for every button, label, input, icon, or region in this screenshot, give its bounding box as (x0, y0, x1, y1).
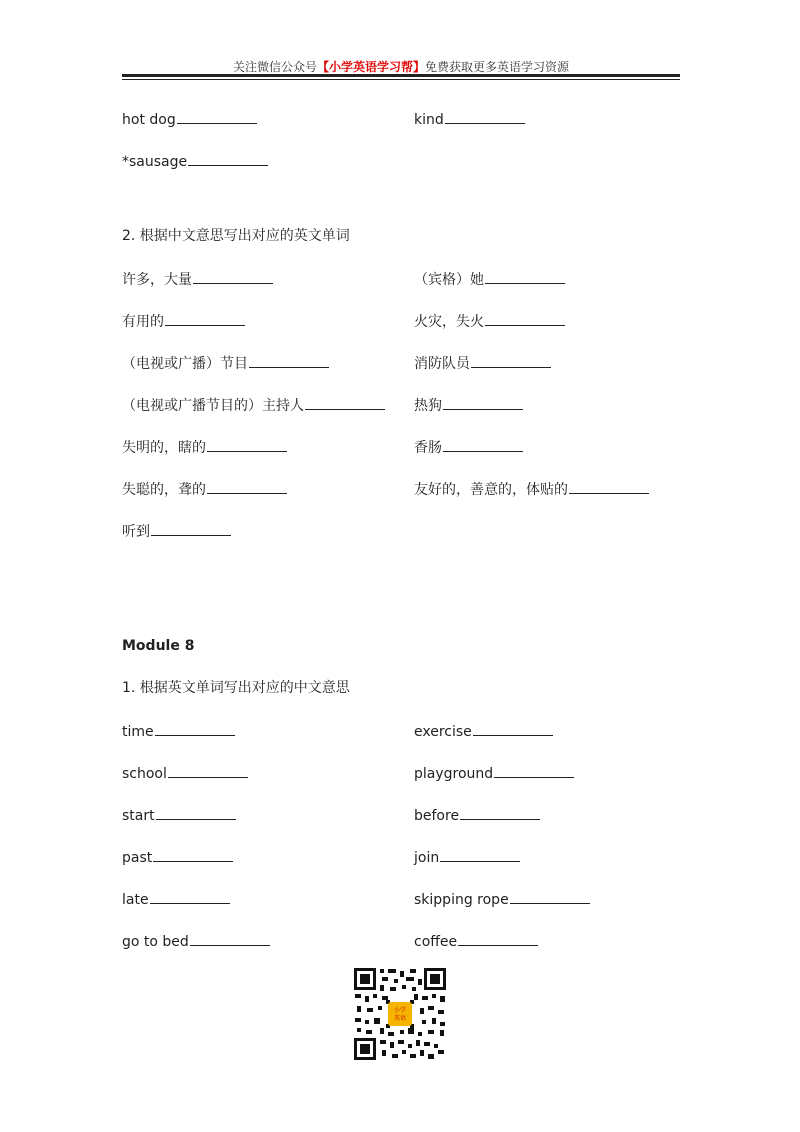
vocab-item (414, 931, 538, 951)
vocab-item (414, 847, 520, 867)
vocab-word: kind (414, 112, 444, 128)
vocab-item (122, 353, 329, 373)
vocab-item (414, 353, 551, 373)
vocab-item (122, 109, 257, 129)
vocab-item (122, 763, 248, 783)
answer-blank[interactable] (485, 311, 565, 326)
answer-blank[interactable] (153, 847, 233, 862)
vocab-word: start (122, 808, 155, 824)
answer-blank[interactable] (207, 479, 287, 494)
vocab-word: time (122, 724, 154, 740)
vocab-word: （电视或广播节目的）主持人 (122, 398, 304, 414)
qr-logo-line1: 小学 (393, 1007, 407, 1014)
answer-blank[interactable] (443, 437, 523, 452)
vocab-item (122, 437, 287, 457)
vocab-item (122, 847, 233, 867)
vocab-word: 失聪的，聋的 (122, 482, 206, 498)
answer-blank[interactable] (193, 269, 273, 284)
vocab-word: 有用的 (122, 314, 164, 330)
qr-logo-line2: 英语 (393, 1015, 407, 1022)
vocab-word: past (122, 850, 153, 866)
vocab-word: playground (414, 766, 494, 782)
answer-blank[interactable] (249, 353, 329, 368)
vocab-word: late (122, 892, 149, 908)
module-title: Module 8 (122, 638, 195, 654)
vocab-item (414, 763, 574, 783)
answer-blank[interactable] (473, 721, 553, 736)
vocab-item (414, 805, 540, 825)
vocab-word: before (414, 808, 460, 824)
header-suffix: 免费获取更多英语学习资源 (425, 60, 570, 74)
vocab-item (122, 805, 236, 825)
vocab-item (122, 889, 230, 909)
answer-blank[interactable] (188, 151, 268, 166)
vocab-item (414, 311, 565, 331)
vocab-item (414, 269, 565, 289)
vocab-word: 热狗 (414, 398, 442, 414)
vocab-word: 友好的，善意的，体贴的 (414, 482, 568, 498)
answer-blank[interactable] (190, 931, 270, 946)
vocab-item (414, 437, 523, 457)
answer-blank[interactable] (177, 109, 257, 124)
header-prefix: 关注微信公众号 (232, 60, 317, 74)
vocab-item (414, 479, 649, 499)
vocab-item (414, 889, 590, 909)
vocab-item (414, 395, 523, 415)
vocab-item (122, 931, 270, 951)
vocab-word: （电视或广播）节目 (122, 356, 248, 372)
answer-blank[interactable] (569, 479, 649, 494)
qr-code-icon (352, 966, 448, 1062)
answer-blank[interactable] (471, 353, 551, 368)
answer-blank[interactable] (165, 311, 245, 326)
vocab-word: exercise (414, 724, 472, 740)
vocab-word: hot dog (122, 112, 176, 128)
header-brand: 【小学英语学习帮】 (316, 60, 425, 74)
answer-blank[interactable] (305, 395, 385, 410)
vocab-item (122, 269, 273, 289)
vocab-item (414, 109, 525, 129)
answer-blank[interactable] (460, 805, 540, 820)
answer-blank[interactable] (150, 889, 230, 904)
answer-blank[interactable] (155, 721, 235, 736)
vocab-word: （宾格）她 (414, 272, 484, 288)
answer-blank[interactable] (494, 763, 574, 778)
vocab-word: join (414, 850, 440, 866)
answer-blank[interactable] (440, 847, 520, 862)
vocab-word: 香肠 (414, 440, 442, 456)
vocab-item (122, 395, 385, 415)
vocab-item (122, 151, 268, 171)
vocab-item (122, 721, 235, 741)
vocab-word: go to bed (122, 934, 189, 950)
vocab-item (122, 521, 231, 541)
vocab-word: school (122, 766, 167, 782)
answer-blank[interactable] (443, 395, 523, 410)
answer-blank[interactable] (207, 437, 287, 452)
answer-blank[interactable] (510, 889, 590, 904)
answer-blank[interactable] (458, 931, 538, 946)
answer-blank[interactable] (445, 109, 525, 124)
page-header (122, 58, 680, 75)
vocab-word: *sausage (122, 154, 188, 170)
vocab-item (414, 721, 553, 741)
vocab-item (122, 479, 287, 499)
answer-blank[interactable] (151, 521, 231, 536)
header-rule-thick (122, 74, 680, 77)
vocab-word: skipping rope (414, 892, 509, 908)
answer-blank[interactable] (168, 763, 248, 778)
vocab-word: 消防队员 (414, 356, 470, 372)
answer-blank[interactable] (485, 269, 565, 284)
section-heading: 1. 根据英文单词写出对应的中文意思 (122, 680, 350, 696)
vocab-item (122, 311, 245, 331)
section-heading: 2. 根据中文意思写出对应的英文单词 (122, 228, 350, 244)
answer-blank[interactable] (156, 805, 236, 820)
vocab-word: coffee (414, 934, 458, 950)
vocab-word: 失明的，瞎的 (122, 440, 206, 456)
header-rule-thin (122, 79, 680, 80)
vocab-word: 火灾，失火 (414, 314, 484, 330)
vocab-word: 许多，大量 (122, 272, 192, 288)
vocab-word: 听到 (122, 524, 150, 540)
